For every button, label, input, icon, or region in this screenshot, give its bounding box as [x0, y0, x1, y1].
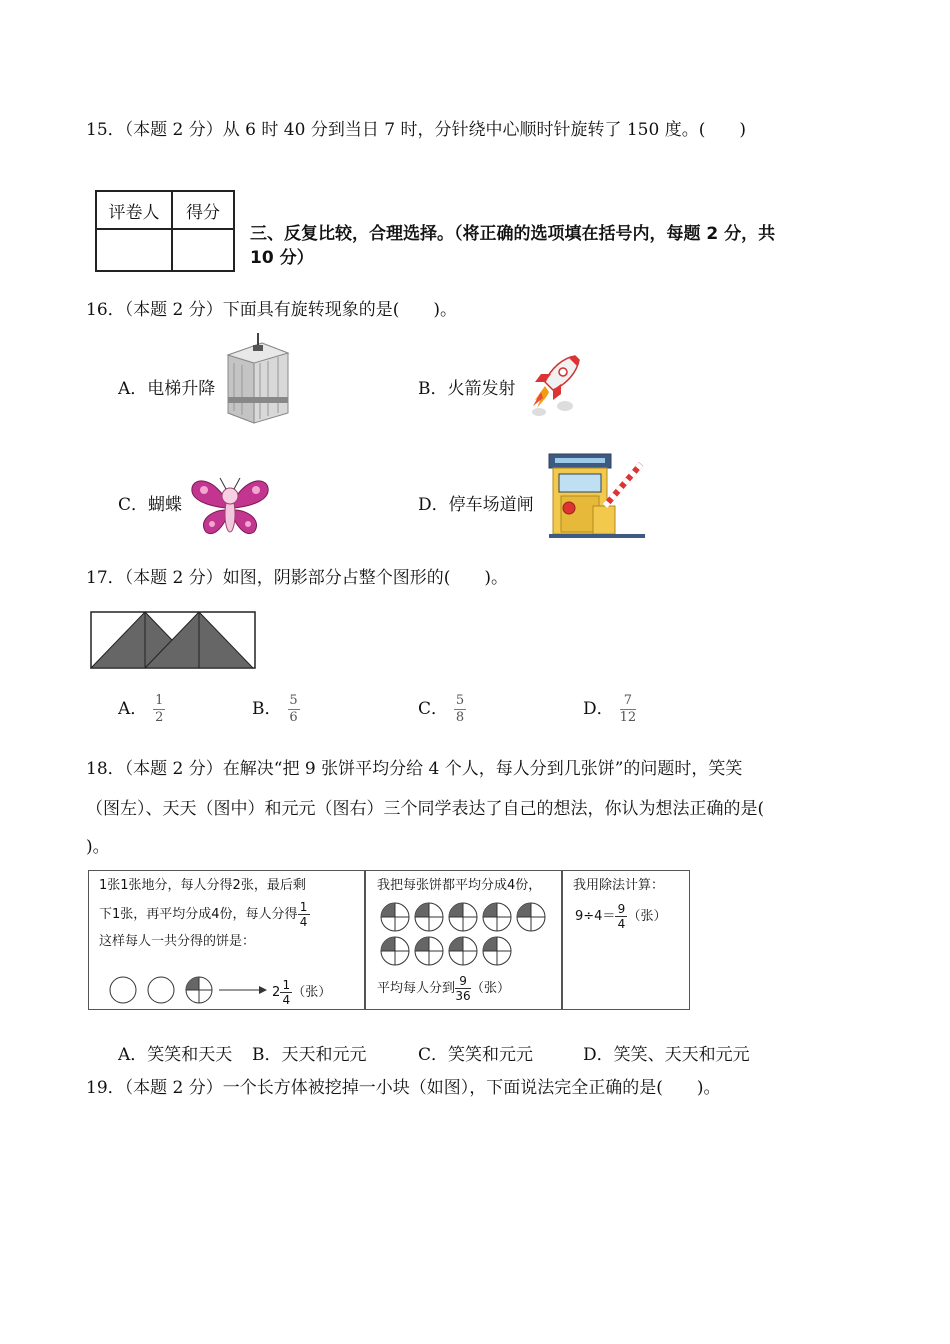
- q17-option-c[interactable]: C． $\frac{5}{8}$: [418, 693, 465, 725]
- left-panel-line1: 1张1张地分，每人分得2张，最后剩: [99, 878, 306, 893]
- q18-figure: [88, 870, 690, 1010]
- pie-shaded-quarter: [449, 903, 463, 917]
- quartered-pies: [379, 901, 549, 967]
- pie-shaded-quarter: [483, 937, 497, 951]
- section-3-heading-cont: 10 分）: [250, 248, 314, 268]
- right-panel-line1: 我用除法计算：: [573, 878, 665, 893]
- pie-shaded-quarter: [381, 937, 395, 951]
- question-18-end: )。: [86, 837, 110, 857]
- middle-panel-line2: 平均每人分到 $\frac{9}{36}$ （张）: [377, 974, 511, 1003]
- pie-shaded-quarter: [415, 903, 429, 917]
- question-18: 18．（本题 2 分）在解决“把 9 张饼平均分给 4 个人，每人分到几张饼”的问题时，笑笑: [86, 759, 743, 779]
- q17-option-d[interactable]: D． $\frac{7}{12}$: [583, 693, 637, 725]
- section-3-heading: 三、反复比较，合理选择。（将正确的选项填在括号内，每题 2 分，共: [250, 224, 776, 244]
- pie-shaded-quarter: [415, 937, 429, 951]
- q18-option-a[interactable]: A．笑笑和天天: [118, 1045, 233, 1065]
- q16-option-d[interactable]: D．停车场道闸: [418, 495, 534, 515]
- rocket-icon: [527, 352, 583, 422]
- score-table: [95, 190, 235, 272]
- q17-option-b[interactable]: B． $\frac{5}{6}$: [252, 693, 298, 725]
- pie-shaded-quarter: [483, 903, 497, 917]
- elevator-icon: [222, 333, 292, 425]
- score-table-score-cell: [172, 229, 234, 271]
- q16-option-b[interactable]: B．火箭发射: [418, 379, 516, 399]
- pie-shaded-quarter: [517, 903, 531, 917]
- score-table-grader-header: 评卷人: [96, 191, 172, 229]
- q18-option-c[interactable]: C．笑笑和元元: [418, 1045, 534, 1065]
- q16-option-c[interactable]: C．蝴蝶: [118, 495, 183, 515]
- left-panel-line2: 下1张，再平均分成4份，每人分得 $\frac{1}{4}$: [99, 901, 310, 928]
- q18-option-d[interactable]: D．笑笑、天天和元元: [583, 1045, 750, 1065]
- score-table-score-header: 得分: [172, 191, 234, 229]
- shaded-triangles-figure: [90, 611, 256, 669]
- left-panel-result: 2 $\frac{1}{4}$ （张）: [272, 978, 332, 1007]
- q17-option-a[interactable]: A． $\frac{1}{2}$: [118, 693, 164, 725]
- question-19: 19．（本题 2 分）一个长方体被挖掉一小块（如图），下面说法完全正确的是( )。: [86, 1078, 721, 1098]
- pies-and-arrow: [109, 975, 269, 1005]
- score-table-grader-cell: [96, 229, 172, 271]
- butterfly-icon: [188, 474, 272, 538]
- question-17: 17．（本题 2 分）如图，阴影部分占整个图形的( )。: [86, 568, 509, 588]
- left-panel-line3: 这样每人一共分得的饼是：: [99, 934, 256, 949]
- middle-panel-line1: 我把每张饼都平均分成4份，: [377, 878, 542, 893]
- question-16: 16．（本题 2 分）下面具有旋转现象的是( )。: [86, 300, 458, 320]
- right-panel-expr: 9÷4＝ $\frac{9}{4}$ （张）: [575, 902, 667, 931]
- question-18-cont: （图左）、天天（图中）和元元（图右）三个同学表达了自己的想法，你认为想法正确的是(: [86, 799, 765, 819]
- question-15: 15．（本题 2 分）从 6 时 40 分到当日 7 时，分针绕中心顺时针旋转了 150 度。( ): [86, 120, 746, 140]
- q16-option-a[interactable]: A．电梯升降: [118, 379, 216, 399]
- pie-shaded-quarter: [449, 937, 463, 951]
- pie-shaded-quarter: [381, 903, 395, 917]
- q18-option-b[interactable]: B．天天和元元: [252, 1045, 367, 1065]
- parking-gate-icon: [547, 450, 647, 542]
